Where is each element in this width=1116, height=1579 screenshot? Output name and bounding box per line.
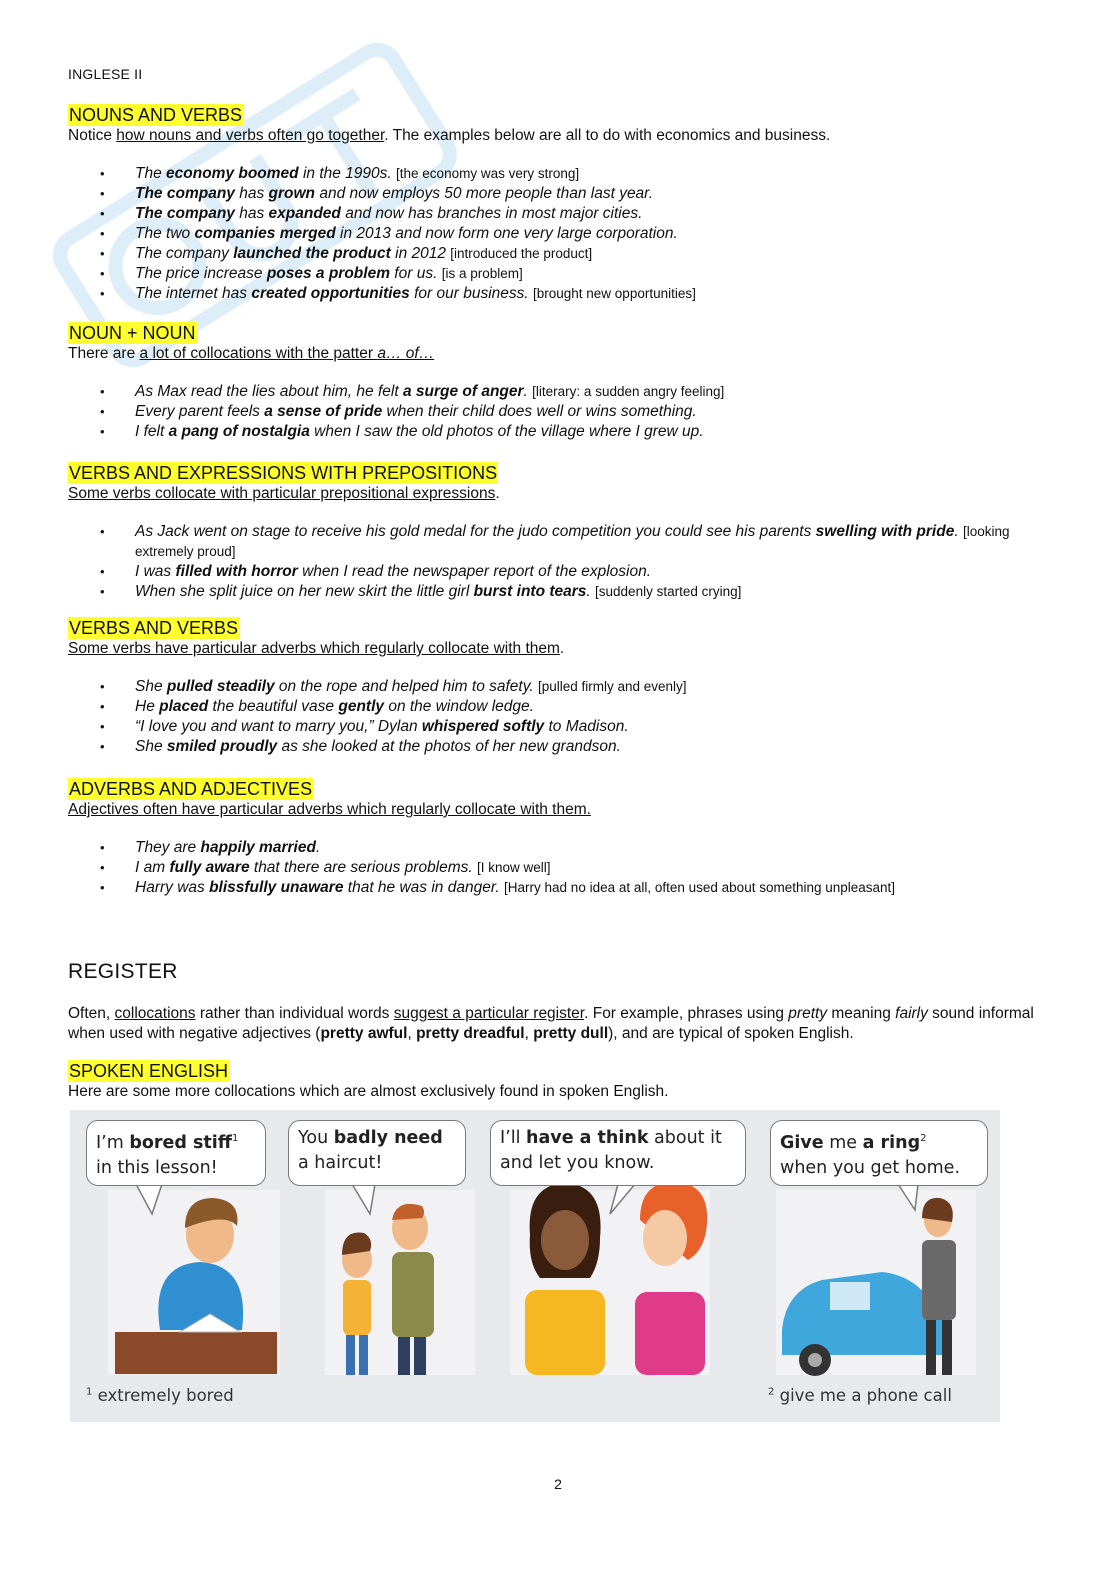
example-item: • As Max read the lies about him, he felt a surge of anger. [literary: a sudden angry feeling] (68, 382, 1058, 402)
example-gloss: [I know well] (477, 860, 551, 875)
example-list (68, 677, 1058, 757)
footnote-2: $^2$ give me a phone call (768, 1386, 952, 1405)
section-heading: NOUNS AND VERBS (69, 105, 243, 125)
section-intro: Here are some more collocations which are almost exclusively found in spoken English. (68, 1083, 669, 1100)
register-paragraph: Often, collocations rather than individual words suggest a particular register. For example, phrases using pretty meaning fairly sound informal when used with negative adjectives (pretty awful, pretty dreadful, pretty dull), and are typical of spoken English. (68, 1005, 1034, 1042)
example-item: • The economy boomed in the 1990s. [the economy was very strong] (68, 164, 1058, 184)
example-gloss: [is a problem] (441, 266, 523, 281)
example-gloss: [pulled firmly and evenly] (537, 679, 687, 694)
section-intro: There are a lot of collocations with the patter a… of… (68, 345, 435, 362)
footnote-1: $^1$ extremely bored (86, 1386, 234, 1405)
example-list (68, 838, 1058, 898)
example-item: • The company has expanded and now has branches in most major cities. (68, 204, 1058, 224)
register-title: REGISTER (68, 960, 178, 983)
section-noun-noun (68, 322, 1058, 442)
speech-bubble-badly-need: You badly need a haircut! (288, 1120, 466, 1186)
example-item: • Harry was blissfully unaware that he was in danger. [Harry had no idea at all, often used about something unpleasant] (68, 878, 1058, 898)
example-gloss: [introduced the product] (450, 246, 593, 261)
section-intro: Some verbs have particular adverbs which regularly collocate with them. (68, 640, 565, 657)
section-heading: VERBS AND VERBS (69, 618, 239, 638)
section-intro: Notice how nouns and verbs often go together. The examples below are all to do with economics and business. (68, 127, 831, 144)
example-item: • “I love you and want to marry you,” Dylan whispered softly to Madison. (68, 717, 1058, 737)
example-gloss: [Harry had no idea at all, often used about something unpleasant] (504, 880, 896, 895)
example-item: • The company has grown and now employs 50 more people than last year. (68, 184, 1058, 204)
example-gloss: [literary: a sudden angry feeling] (532, 384, 725, 399)
speech-bubble-bored-stiff: I’m bored stiff$^1$ in this lesson! (86, 1120, 266, 1186)
example-item: • The internet has created opportunities for our business. [brought new opportunities] (68, 284, 1058, 304)
example-item: • The company launched the product in 2012 [introduced the product] (68, 244, 1058, 264)
example-gloss: [brought new opportunities] (533, 286, 696, 301)
example-item: • The price increase poses a problem for us. [is a problem] (68, 264, 1058, 284)
example-gloss: [suddenly started crying] (595, 584, 742, 599)
example-item: • I felt a pang of nostalgia when I saw the old photos of the village where I grew up. (68, 422, 1058, 442)
section-intro: Adjectives often have particular adverbs which regularly collocate with them. (68, 801, 591, 818)
section-nouns-and-verbs (68, 104, 1058, 304)
example-item: • I am fully aware that there are serious problems. [I know well] (68, 858, 1058, 878)
speech-bubble-have-a-think: I’ll have a think about it and let you know. (490, 1120, 746, 1186)
document-header: INGLESE II (68, 66, 143, 82)
example-item: • The two companies merged in 2013 and now form one very large corporation. (68, 224, 1058, 244)
example-item: • Every parent feels a sense of pride when their child does well or wins something. (68, 402, 1058, 422)
example-item: • As Jack went on stage to receive his gold medal for the judo competition you could see his parents swelling with pride. [looking extremely proud] (68, 522, 1058, 562)
example-item: • When she split juice on her new skirt the little girl burst into tears. [suddenly started crying] (68, 582, 1058, 602)
example-item: • I was filled with horror when I read the newspaper report of the explosion. (68, 562, 1058, 582)
section-verbs-and-verbs (68, 617, 1058, 757)
example-gloss: [looking extremely proud] (135, 524, 1010, 559)
example-gloss: [the economy was very strong] (396, 166, 580, 181)
section-heading: SPOKEN ENGLISH (69, 1061, 229, 1081)
example-item: • She smiled proudly as she looked at the photos of her new grandson. (68, 737, 1058, 757)
speech-bubble-give-a-ring: Give me a ring$^2$ when you get home. (770, 1120, 988, 1186)
example-item: • She pulled steadily on the rope and helped him to safety. [pulled firmly and evenly] (68, 677, 1058, 697)
example-list (68, 382, 1058, 442)
example-list (68, 522, 1058, 602)
spoken-english-illustration (70, 1110, 1000, 1422)
section-prepositions (68, 462, 1058, 602)
section-adverbs-and-adjectives (68, 778, 1058, 898)
example-item: • They are happily married. (68, 838, 1058, 858)
example-list (68, 164, 1058, 304)
section-intro: Some verbs collocate with particular prepositional expressions. (68, 485, 500, 502)
page-number: 2 (554, 1476, 562, 1492)
section-heading: NOUN + NOUN (69, 323, 196, 343)
example-item: • He placed the beautiful vase gently on the window ledge. (68, 697, 1058, 717)
section-heading: ADVERBS AND ADJECTIVES (69, 779, 313, 799)
section-heading: VERBS AND EXPRESSIONS WITH PREPOSITIONS (69, 463, 498, 483)
section-spoken-english (68, 1060, 1058, 1102)
